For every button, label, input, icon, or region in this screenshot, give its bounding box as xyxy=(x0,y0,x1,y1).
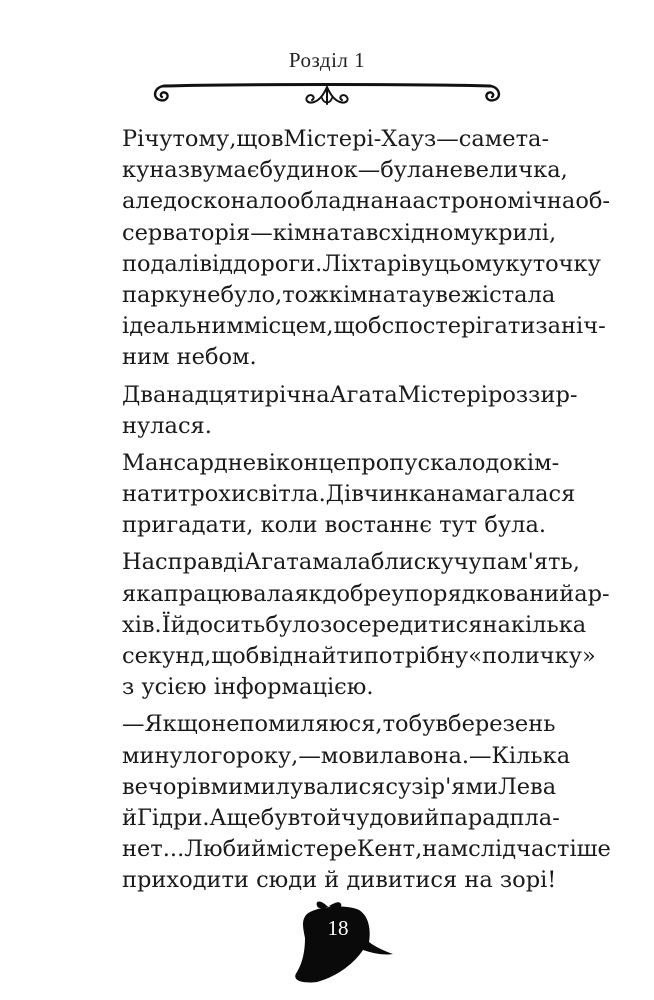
text-line: нулася. xyxy=(122,412,212,439)
text-line: подалі від дороги. Ліхтарів у цьому куточку xyxy=(122,250,601,277)
page-number: 18 xyxy=(327,916,349,940)
text-line: минулого року, — мовила вона. — Кілька xyxy=(122,742,571,769)
text-line: ним небом. xyxy=(122,344,257,371)
paragraph xyxy=(122,124,611,374)
text-line: секунд, щоб віднайти потрібну «поличку» xyxy=(122,643,596,669)
flourish-divider xyxy=(150,74,504,112)
text-line: вечорів ми милувалися сузір'ями Лева xyxy=(122,773,557,800)
text-line: приходити сюди й дивитися на зорі! xyxy=(122,867,557,894)
text-line: нати трохи світла. Дівчинка намагалася xyxy=(122,481,576,508)
text-line: Річ у тому, що в Містері-Хауз — саме та- xyxy=(122,126,550,152)
text-line: хів. Їй досить було зосередитися на кілька xyxy=(122,611,587,638)
text-line: з усією інформацією. xyxy=(122,674,374,701)
text-line: ку назву має будинок — була невеличка, xyxy=(122,157,568,184)
body-text xyxy=(122,124,611,903)
text-line: яка працювала як добре упорядкований ар- xyxy=(122,580,610,607)
text-line: Дванадцятирічна Агата Містері роззир- xyxy=(122,381,578,408)
paragraph xyxy=(122,448,576,542)
text-line: — Якщо не помиляюся, то був березень xyxy=(122,711,556,738)
text-line: Мансардне віконце пропускало до кім- xyxy=(122,449,560,476)
text-line: серваторія — кімната в східному крилі, xyxy=(122,219,557,246)
text-line: Насправді Агата мала блискучу пам'ять, xyxy=(122,549,580,576)
text-line: нет... Любий містере Кент, нам слід частіше xyxy=(122,836,611,863)
text-line: й Гідри. А ще був той чудовий парад пла- xyxy=(122,804,560,831)
text-line: пригадати, коли востаннє тут була. xyxy=(122,512,547,539)
text-line: ідеальним місцем, щоб спостерігати за ніч- xyxy=(122,313,606,340)
chapter-title: Розділ 1 xyxy=(288,48,366,72)
paragraph xyxy=(122,380,578,442)
paragraph xyxy=(122,547,610,703)
paragraph xyxy=(122,709,611,896)
text-line: парку не було, тож кімната у вежі стала xyxy=(122,281,556,308)
text-line: але досконало обладнана астрономічна об- xyxy=(122,188,611,215)
